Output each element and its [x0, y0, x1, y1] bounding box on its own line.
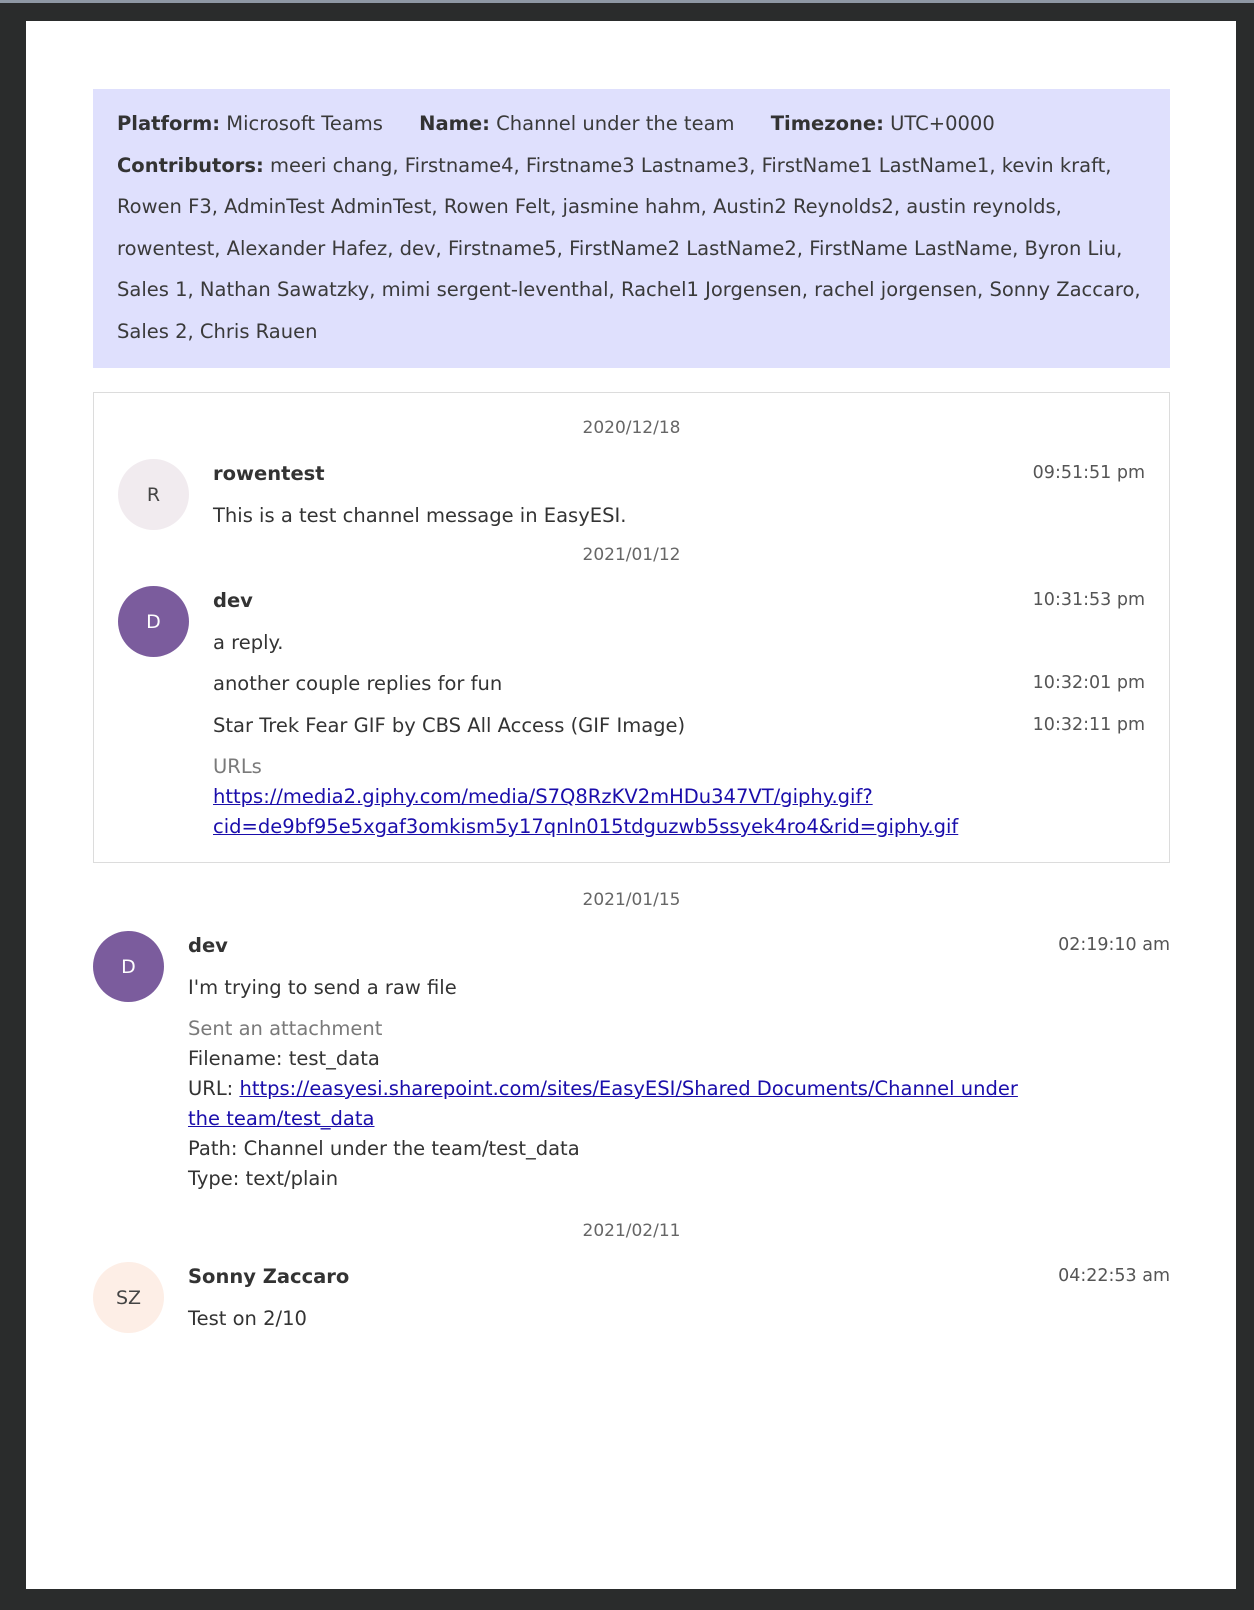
metadata-first-row — [117, 103, 1146, 145]
message-group — [118, 453, 1145, 536]
reply-message — [213, 705, 1145, 747]
message-time: 04:22:53 am — [1058, 1266, 1170, 1286]
message-group — [118, 580, 1145, 842]
page-content — [93, 89, 1170, 1339]
date-separator: 2020/12/18 — [582, 418, 681, 438]
gif-url-link[interactable]: https://media2.giphy.com/media/S7Q8RzKV2mHDu347VT/giphy.gif? cid=de9bf95e5xgaf3omkism5y17qnln015tdguzwb5ssyek4ro4&rid=giphy.gif — [213, 785, 959, 838]
sender-name: Sonny Zaccaro — [188, 1265, 350, 1288]
conversation-metadata — [93, 89, 1170, 368]
date-separator: 2021/02/11 — [582, 1221, 681, 1241]
timezone-value: UTC+0000 — [890, 112, 995, 135]
attachment-url: URL: https://easyesi.sharepoint.com/sites/EasyESI/Shared Documents/Channel under the team/test_data — [188, 1077, 1018, 1130]
message-header — [188, 925, 1170, 967]
sender-name: rowentest — [213, 462, 325, 485]
attachment-filename: Filename: test_data — [188, 1047, 380, 1070]
message-text: Test on 2/10 — [188, 1306, 307, 1330]
avatar: R — [118, 459, 189, 530]
name-value: Channel under the team — [496, 112, 735, 135]
window-top-border — [0, 0, 1254, 3]
contributors-field: Contributors: meeri chang, Firstname4, Firstname3 Lastname3, FirstName1 LastName1, kevin kraft, Rowen F3, AdminTest AdminTest, Rowen Felt, jasmine hahm, Austin2 Reynolds2, austin reynolds, rowentest, Alexander Hafez, dev, Firstname5, FirstName2 LastName2, FirstName LastName, Byron Liu, Sales 1, Nathan Sawatzky, mimi sergent-leventhal, Rachel1 Jorgensen, rachel jorgensen, Sonny Zaccaro, Sales 2, Chris Rauen — [117, 153, 1141, 343]
urls-label: URLs — [213, 755, 262, 778]
message-text: I'm trying to send a raw file — [188, 975, 457, 999]
contributors-value: meeri chang, Firstname4, Firstname3 Lastname3, FirstName1 LastName1, kevin kraft, Rowen F3, AdminTest AdminTest, Rowen Felt, jasmine hahm, Austin2 Reynolds2, austin reynolds, rowentest, Alexander Hafez, dev, Firstname5, FirstName2 LastName2, FirstName LastName, Byron Liu, Sales 1, Nathan Sawatzky, mimi sergent-leventhal, Rachel1 Jorgensen, rachel jorgensen, Sonny Zaccaro, Sales 2, Chris Rauen — [117, 153, 1141, 343]
message-time: 09:51:51 pm — [1032, 463, 1145, 483]
message-group — [93, 925, 1170, 1194]
attachment-type: Type: text/plain — [188, 1167, 339, 1190]
message-time: 10:32:01 pm — [1032, 673, 1145, 693]
platform-value: Microsoft Teams — [226, 112, 383, 135]
message-text: a reply. — [213, 630, 284, 654]
message-time: 10:32:11 pm — [1032, 714, 1145, 735]
message-time: 02:19:10 am — [1058, 935, 1170, 955]
attachment-label: Sent an attachment — [188, 1017, 383, 1040]
date-separator: 2021/01/15 — [582, 890, 681, 910]
message-time: 10:31:53 pm — [1032, 590, 1145, 610]
avatar: D — [93, 931, 164, 1002]
message-thread — [93, 392, 1170, 863]
reply-message — [213, 663, 1145, 705]
date-separator: 2021/01/12 — [582, 545, 681, 565]
message-text: another couple replies for fun — [213, 672, 503, 695]
avatar: D — [118, 586, 189, 657]
timezone-field: Timezone: UTC+0000 — [770, 112, 995, 135]
avatar: SZ — [93, 1262, 164, 1333]
standalone-messages — [93, 881, 1170, 1339]
sender-name: dev — [213, 589, 253, 612]
platform-field: Platform: Microsoft Teams — [117, 112, 383, 135]
message-header — [213, 580, 1145, 622]
message-header — [188, 1256, 1170, 1298]
attachment-path: Path: Channel under the team/test_data — [188, 1137, 580, 1160]
message-group — [93, 1256, 1170, 1339]
attachment-url-link[interactable]: https://easyesi.sharepoint.com/sites/EasyESI/Shared Documents/Channel under the team/test_data — [188, 1077, 1018, 1130]
message-header — [213, 453, 1145, 495]
export-page — [26, 21, 1236, 1589]
sender-name: dev — [188, 934, 228, 957]
message-text: Star Trek Fear GIF by CBS All Access (GIF Image) — [213, 713, 686, 737]
name-field: Name: Channel under the team — [419, 112, 735, 135]
message-text: This is a test channel message in EasyESI. — [213, 503, 627, 527]
